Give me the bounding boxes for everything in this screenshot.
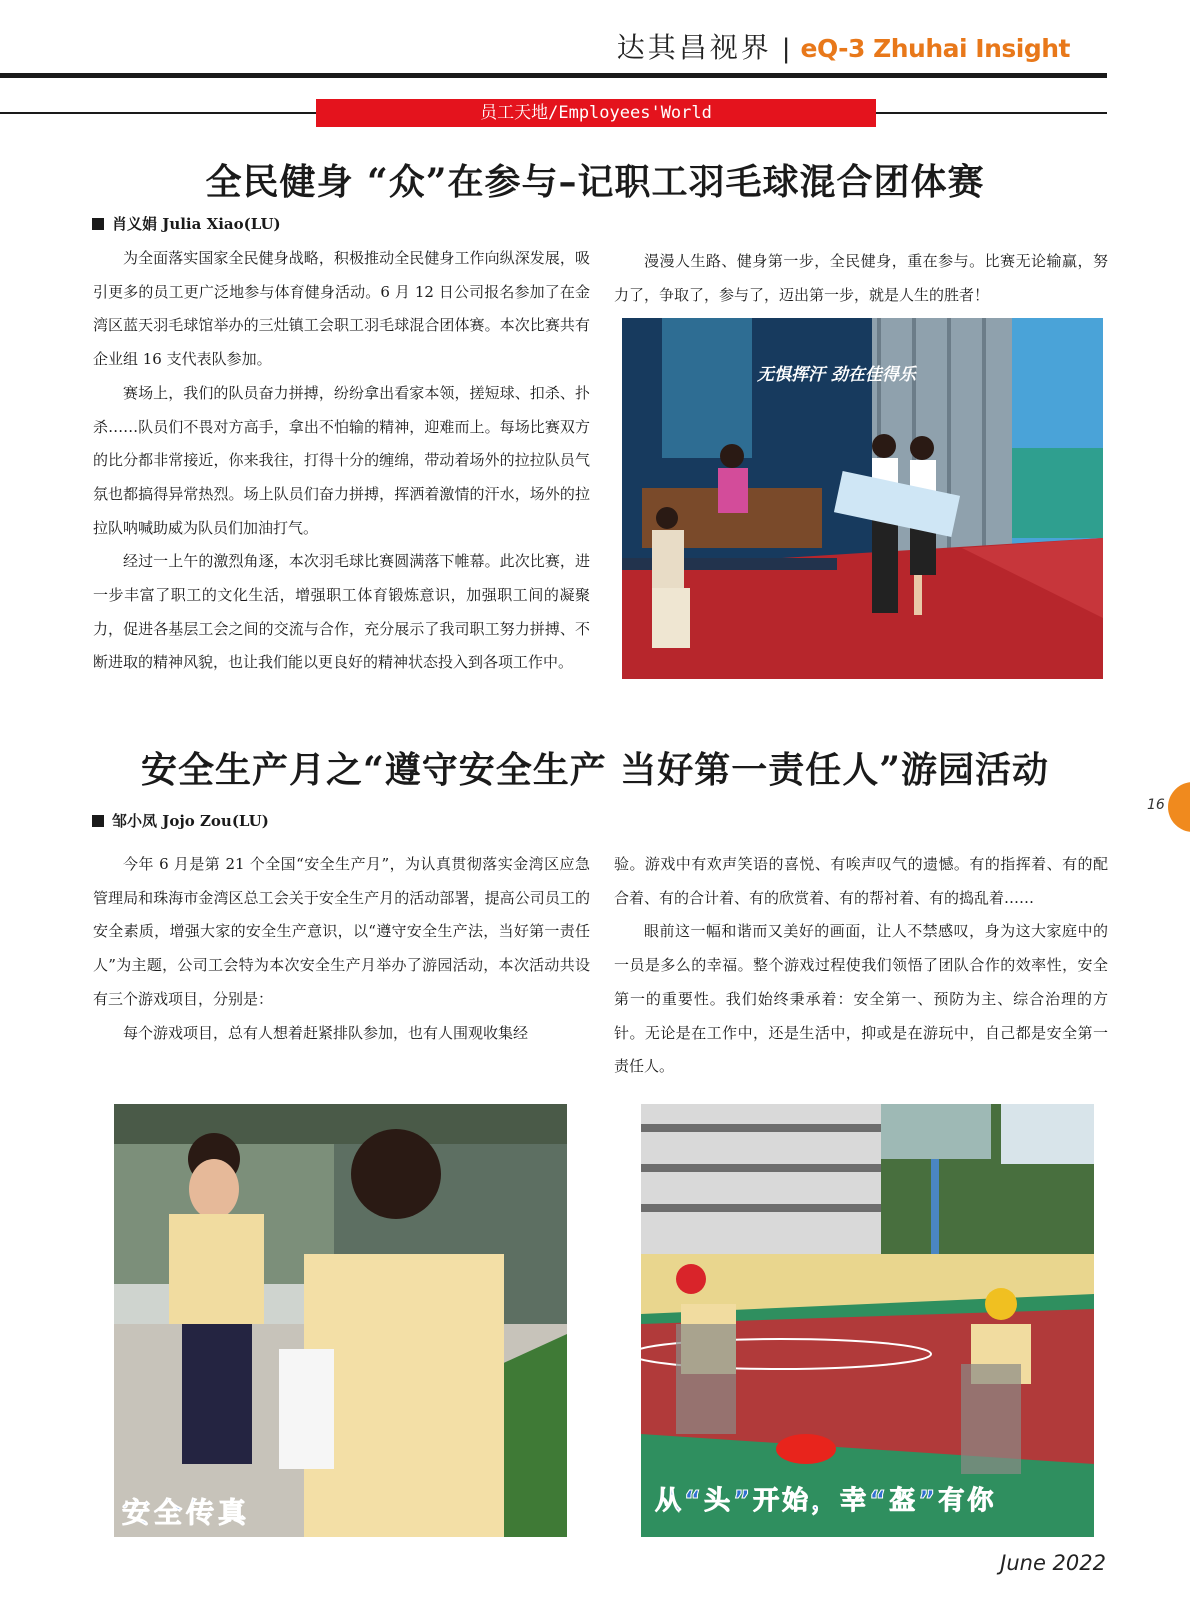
article2-right-column — [614, 848, 1108, 1084]
article2-author: 邹小凤 Jojo Zou(LU) — [112, 812, 269, 830]
article1-byline — [92, 213, 281, 234]
article1-title: 全民健身 “众”在参与–记职工羽毛球混合团体赛 — [205, 161, 985, 203]
article1-paragraph: 漫漫人生路、健身第一步，全民健身，重在参与。比赛无论输赢，努力了，争取了，参与了，迈出第一步，就是人生的胜者！ — [614, 252, 1108, 304]
safety-game-photo-2 — [641, 1104, 1094, 1537]
issue-date: June 2022 — [1000, 1551, 1106, 1575]
article1-author: 肖义娟 Julia Xiao(LU) — [112, 215, 281, 233]
section-banner: 员工天地/Employees'World — [316, 99, 876, 127]
magazine-name-cn: 达其昌视界 — [616, 31, 772, 64]
safety-game-photo-1 — [114, 1104, 567, 1537]
article2-paragraph: 眼前这一幅和谐而又美好的画面，让人不禁感叹，身为这大家庭中的一员是多么的幸福。整个游戏过程使我们领悟了团队合作的效率性，安全第一的重要性。我们始终秉承着：安全第一、预防为主、综合治理的方针。无论是在工作中，还是生活中，抑或是在游玩中，自己都是安全第一责任人。 — [614, 922, 1108, 1076]
page-number: 16 — [1147, 797, 1165, 813]
header-rule — [0, 73, 1107, 78]
photo2-caption: 安全传真 — [122, 1496, 251, 1529]
byline-square-icon — [92, 218, 104, 230]
article1-left-column — [93, 242, 590, 680]
photo-banner-text: 无惧挥汗 劲在佳得乐 — [757, 365, 916, 385]
photo3-caption: 从“头”开始，幸“盔”有你 — [655, 1486, 997, 1516]
article1-paragraph: 为全面落实国家全民健身战略，积极推动全民健身工作向纵深发展，吸引更多的员工更广泛地参与体育健身活动。6 月 12 日公司报名参加了在金湾区蓝天羽毛球馆举办的三灶镇工会职工羽毛球混合团体赛。本次比赛共有企业组 16 支代表队参加。 — [93, 249, 590, 369]
article1-right-column — [614, 245, 1108, 312]
article2-title: 安全生产月之“遵守安全生产 当好第一责任人”游园活动 — [141, 749, 1049, 791]
article2-paragraph: 验。游戏中有欢声笑语的喜悦、有唉声叹气的遗憾。有的指挥着、有的配合着、有的合计着、有的欣赏着、有的帮衬着、有的捣乱着…… — [614, 855, 1108, 907]
article1-paragraph: 经过一上午的激烈角逐，本次羽毛球比赛圆满落下帷幕。此次比赛，进一步丰富了职工的文化生活，增强职工体育锻炼意识，加强职工间的凝聚力，促进各基层工会之间的交流与合作，充分展示了我司职工努力拼搏、不断进取的精神风貌，也让我们能以更良好的精神状态投入到各项工作中。 — [93, 552, 590, 672]
magazine-name-en: eQ-3 Zhuhai Insight — [800, 34, 1070, 63]
byline-square-icon — [92, 815, 104, 827]
article2-paragraph: 每个游戏项目，总有人想着赶紧排队参加，也有人围观收集经 — [123, 1023, 529, 1042]
section-rule-left — [0, 112, 316, 114]
header-separator: | — [781, 34, 791, 64]
article2-byline — [92, 810, 269, 831]
article2-left-column — [93, 848, 590, 1050]
section-rule-right — [876, 112, 1107, 114]
badminton-team-photo — [622, 318, 1103, 679]
article2-paragraph: 今年 6 月是第 21 个全国“安全生产月”，为认真贯彻落实金湾区应急管理局和珠海市金湾区总工会关于安全生产月的活动部署，提高公司员工的安全素质，增强大家的安全生产意识，以“遵守安全生产法，当好第一责任人”为主题，公司工会特为本次安全生产月举办了游园活动，本次活动共设有三个游戏项目，分别是： — [93, 855, 590, 1008]
magazine-header — [617, 26, 1070, 66]
article1-paragraph: 赛场上，我们的队员奋力拼搏，纷纷拿出看家本领，搓短球、扣杀、扑杀……队员们不畏对方高手，拿出不怕输的精神，迎难而上。每场比赛双方的比分都非常接近，你来我往，打得十分的缠绵，带动着场外的拉拉队员气氛也都搞得异常热烈。场上队员们奋力拼搏，挥洒着激情的汗水，场外的拉拉队呐喊助威为队员们加油打气。 — [93, 383, 590, 537]
